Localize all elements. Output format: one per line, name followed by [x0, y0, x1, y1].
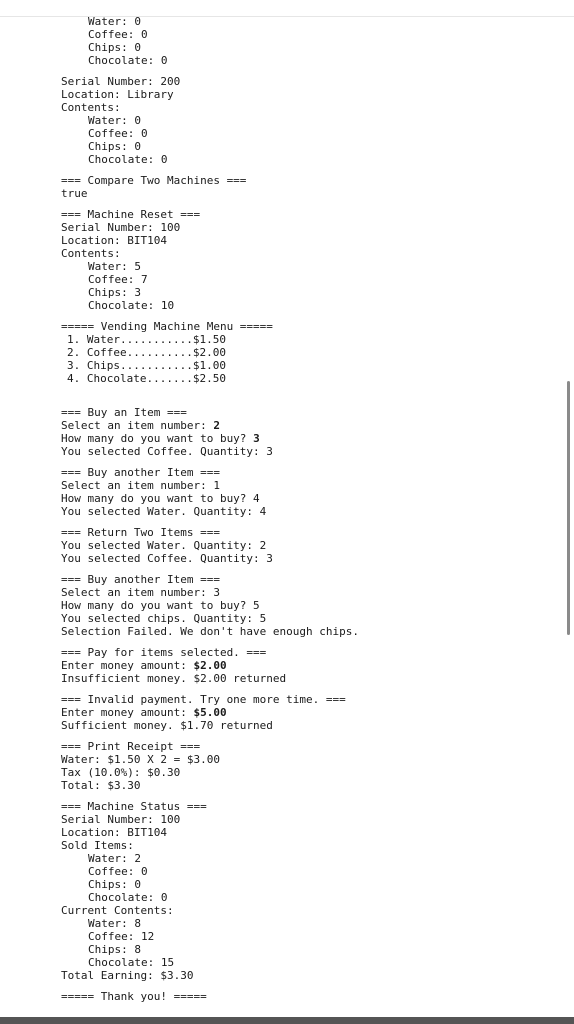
- output-block: [61, 646, 556, 685]
- line-text: Water: 8: [88, 917, 141, 930]
- output-line: [61, 552, 556, 565]
- line-text: 1. Water...........$1.50: [67, 333, 226, 346]
- output-block: [61, 990, 556, 1003]
- output-line: [61, 839, 556, 852]
- line-text: Coffee: 7: [88, 273, 148, 286]
- output-line: [61, 187, 556, 200]
- line-text: Contents:: [61, 101, 121, 114]
- output-line: [61, 813, 556, 826]
- output-line: [61, 956, 556, 969]
- line-text: Coffee: 0: [88, 127, 148, 140]
- line-text: Water: $1.50 X 2 = $3.00: [61, 753, 220, 766]
- output-line: [61, 586, 556, 599]
- line-text: Chips: 0: [88, 41, 141, 54]
- output-line: [61, 693, 556, 706]
- output-line: [61, 646, 556, 659]
- line-text: ===== Thank you! =====: [61, 990, 207, 1003]
- user-input-value: 3: [253, 432, 260, 445]
- output-line: [61, 753, 556, 766]
- output-block: [61, 320, 556, 398]
- line-text: How many do you want to buy? 5: [61, 599, 260, 612]
- line-text: Select an item number: 3: [61, 586, 220, 599]
- output-line: [61, 140, 556, 153]
- line-text: === Invalid payment. Try one more time. ===: [61, 693, 346, 706]
- output-line: [61, 432, 556, 445]
- output-line: [61, 114, 556, 127]
- line-text: Current Contents:: [61, 904, 174, 917]
- line-text: Serial Number: 100: [61, 221, 181, 234]
- output-line: [61, 445, 556, 458]
- output-line: [61, 612, 556, 625]
- output-line: [61, 359, 556, 372]
- output-line: [61, 247, 556, 260]
- line-text: Chips: 8: [88, 943, 141, 956]
- output-line: [61, 75, 556, 88]
- line-text: === Print Receipt ===: [61, 740, 201, 753]
- output-line: [61, 320, 556, 333]
- line-text: Location: Library: [61, 88, 174, 101]
- output-block: [61, 466, 556, 518]
- output-line: [61, 706, 556, 719]
- line-text: === Compare Two Machines ===: [61, 174, 247, 187]
- line-text: Chips: 0: [88, 878, 141, 891]
- output-block: [61, 75, 556, 166]
- line-text: === Buy another Item ===: [61, 466, 220, 479]
- line-text: Coffee: 12: [88, 930, 155, 943]
- line-text: You selected Water. Quantity: 4: [61, 505, 267, 518]
- output-line: [61, 260, 556, 273]
- line-text: === Pay for items selected. ===: [61, 646, 267, 659]
- output-line: [61, 990, 556, 1003]
- output-line: [61, 41, 556, 54]
- output-line: [61, 273, 556, 286]
- output-line: [61, 943, 556, 956]
- line-text: === Machine Reset ===: [61, 208, 201, 221]
- line-text: Chips: 0: [88, 140, 141, 153]
- output-line: [61, 599, 556, 612]
- line-text: Sold Items:: [61, 839, 134, 852]
- vertical-scrollbar[interactable]: [567, 381, 570, 635]
- output-block: [61, 406, 556, 458]
- line-text: Chocolate: 0: [88, 891, 168, 904]
- output-line: [61, 299, 556, 312]
- output-line: [61, 865, 556, 878]
- output-line: [61, 127, 556, 140]
- output-line: [61, 15, 556, 28]
- line-text: Chocolate: 0: [88, 153, 168, 166]
- output-line: [61, 852, 556, 865]
- line-text: How many do you want to buy? 4: [61, 492, 260, 505]
- line-text: Sufficient money. $1.70 returned: [61, 719, 273, 732]
- output-block: [61, 693, 556, 732]
- output-line: [61, 930, 556, 943]
- line-text: === Return Two Items ===: [61, 526, 220, 539]
- output-line: [61, 659, 556, 672]
- line-text: 4. Chocolate.......$2.50: [67, 372, 226, 385]
- output-line: [61, 406, 556, 419]
- line-text: Select an item number:: [61, 419, 214, 432]
- output-line: [61, 779, 556, 792]
- line-text: true: [61, 187, 88, 200]
- output-line: [61, 419, 556, 432]
- line-text: Chocolate: 10: [88, 299, 175, 312]
- output-line: [61, 101, 556, 114]
- output-block: [61, 573, 556, 638]
- line-text: ===== Vending Machine Menu =====: [61, 320, 273, 333]
- line-text: How many do you want to buy?: [61, 432, 254, 445]
- output-line: [61, 526, 556, 539]
- output-line: [61, 54, 556, 67]
- line-text: Enter money amount:: [61, 659, 194, 672]
- output-line: [61, 346, 556, 359]
- output-line: [61, 333, 556, 346]
- output-line: [61, 286, 556, 299]
- output-block: [61, 15, 556, 67]
- line-text: Selection Failed. We don't have enough chips.: [61, 625, 360, 638]
- output-line: [61, 234, 556, 247]
- line-text: 3. Chips...........$1.00: [67, 359, 226, 372]
- line-text: You selected Coffee. Quantity: 3: [61, 552, 273, 565]
- line-text: Chocolate: 0: [88, 54, 168, 67]
- line-text: Total: $3.30: [61, 779, 141, 792]
- output-line: [61, 800, 556, 813]
- output-line: [61, 385, 556, 398]
- output-line: [61, 539, 556, 552]
- line-text: Serial Number: 200: [61, 75, 181, 88]
- output-block: [61, 208, 556, 312]
- line-text: Location: BIT104: [61, 826, 167, 839]
- line-text: Serial Number: 100: [61, 813, 181, 826]
- line-text: Chips: 3: [88, 286, 141, 299]
- output-line: [61, 826, 556, 839]
- line-text: Water: 5: [88, 260, 141, 273]
- user-input-value: $5.00: [193, 706, 227, 719]
- line-text: Tax (10.0%): $0.30: [61, 766, 181, 779]
- output-block: [61, 526, 556, 565]
- user-input-value: $2.00: [193, 659, 227, 672]
- output-line: [61, 505, 556, 518]
- line-text: Total Earning: $3.30: [61, 969, 194, 982]
- line-text: Coffee: 0: [88, 865, 148, 878]
- output-line: [61, 492, 556, 505]
- output-line: [61, 878, 556, 891]
- output-line: [61, 174, 556, 187]
- output-line: [61, 28, 556, 41]
- output-line: [61, 917, 556, 930]
- line-text: You selected Water. Quantity: 2: [61, 539, 267, 552]
- line-text: === Machine Status ===: [61, 800, 207, 813]
- user-input-value: 2: [213, 419, 220, 432]
- output-block: [61, 174, 556, 200]
- output-line: [61, 625, 556, 638]
- line-text: Water: 2: [88, 852, 141, 865]
- line-text: Water: 0: [88, 15, 141, 28]
- output-line: [61, 719, 556, 732]
- line-text: Location: BIT104: [61, 234, 167, 247]
- output-line: [61, 766, 556, 779]
- line-text: Coffee: 0: [88, 28, 148, 41]
- output-line: [61, 221, 556, 234]
- line-text: 2. Coffee..........$2.00: [67, 346, 226, 359]
- output-line: [61, 891, 556, 904]
- output-block: [61, 740, 556, 792]
- output-line: [61, 208, 556, 221]
- line-text: Select an item number: 1: [61, 479, 220, 492]
- line-text: Water: 0: [88, 114, 141, 127]
- output-line: [61, 573, 556, 586]
- output-line: [61, 904, 556, 917]
- output-line: [61, 479, 556, 492]
- line-text: Contents:: [61, 247, 121, 260]
- line-text: Enter money amount:: [61, 706, 194, 719]
- output-line: [61, 88, 556, 101]
- output-line: [61, 740, 556, 753]
- line-text: Chocolate: 15: [88, 956, 175, 969]
- output-line: [61, 372, 556, 385]
- bottom-bar: [0, 1017, 574, 1024]
- output-line: [61, 153, 556, 166]
- line-text: === Buy another Item ===: [61, 573, 220, 586]
- output-line: [61, 466, 556, 479]
- line-text: You selected Coffee. Quantity: 3: [61, 445, 273, 458]
- line-text: Insufficient money. $2.00 returned: [61, 672, 287, 685]
- output-block: [61, 800, 556, 982]
- line-text: === Buy an Item ===: [61, 406, 187, 419]
- output-line: [61, 672, 556, 685]
- console-output: [61, 15, 556, 1011]
- output-line: [61, 969, 556, 982]
- line-text: You selected chips. Quantity: 5: [61, 612, 267, 625]
